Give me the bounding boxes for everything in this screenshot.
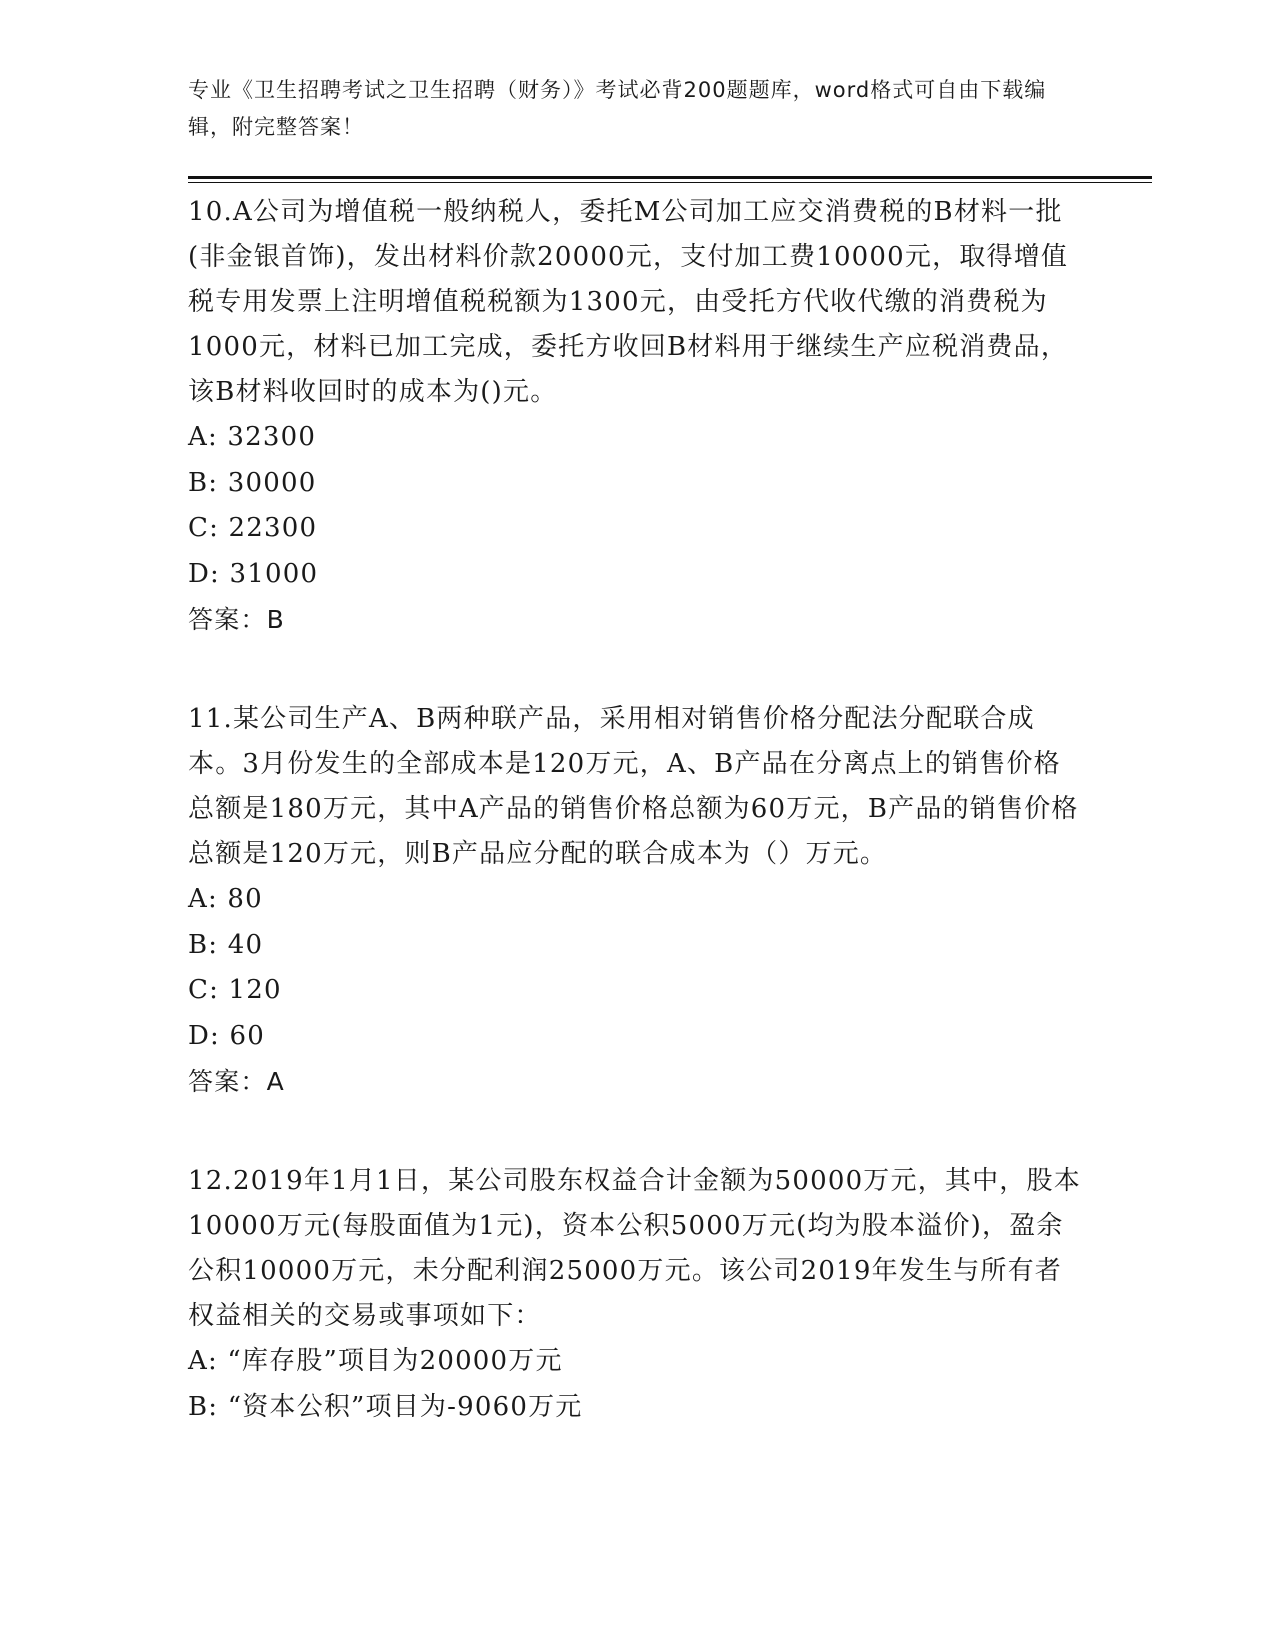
option-d: D: 31000 [188, 558, 319, 589]
header-rule-thin [188, 182, 1152, 183]
question-10 [188, 190, 1088, 643]
question-12 [188, 1159, 1088, 1430]
option-c: C: 120 [188, 975, 282, 1005]
question-stem: 11.某公司生产A、B两种联产品，采用相对销售价格分配法分配联合成本。3月份发生的全部成本是120万元，A、B产品在分离点上的销售价格总额是180万元，其中A产品的销售价格总额为60万元，B产品的销售价格总额是120万元，则B产品应分配的联合成本为（）万元。 [188, 704, 1079, 869]
option-a: A: “库存股”项目为20000万元 [188, 1346, 563, 1376]
option-c: C: 22300 [188, 513, 318, 543]
option-d: D: 60 [188, 1020, 265, 1051]
option-a: A: 32300 [188, 422, 317, 452]
question-stem: 10.A公司为增值税一般纳税人，委托M公司加工应交消费税的B材料一批(非金银首饰)，发出材料价款20000元，支付加工费10000元，取得增值税专用发票上注明增值税税额为1300元，由受托方代收代缴的消费税为1000元，材料已加工完成，委托方收回B材料用于继续生产应税消费品，该B材料收回时的成本为()元。 [188, 197, 1069, 407]
option-b: B: 30000 [188, 467, 317, 498]
option-b: B: 40 [188, 929, 264, 960]
page-header-title: 专业《卫生招聘考试之卫生招聘（财务）》考试必背200题题库，word格式可自由下载编辑，附完整答案！ [188, 78, 1047, 139]
question-list [188, 190, 1088, 1430]
header-rule-thick [188, 176, 1152, 179]
option-a: A: 80 [188, 884, 263, 914]
question-stem: 12.2019年1月1日，某公司股东权益合计金额为50000万元，其中，股本10000万元(每股面值为1元)，资本公积5000万元(均为股本溢价)，盈余公积10000万元，未分配利润25000万元。该公司2019年发生与所有者权益相关的交易或事项如下： [188, 1166, 1081, 1331]
answer-line: 答案：B [188, 605, 285, 634]
question-11 [188, 697, 1088, 1105]
answer-line: 答案：A [188, 1067, 285, 1096]
option-b: B: “资本公积”项目为-9060万元 [188, 1391, 583, 1422]
